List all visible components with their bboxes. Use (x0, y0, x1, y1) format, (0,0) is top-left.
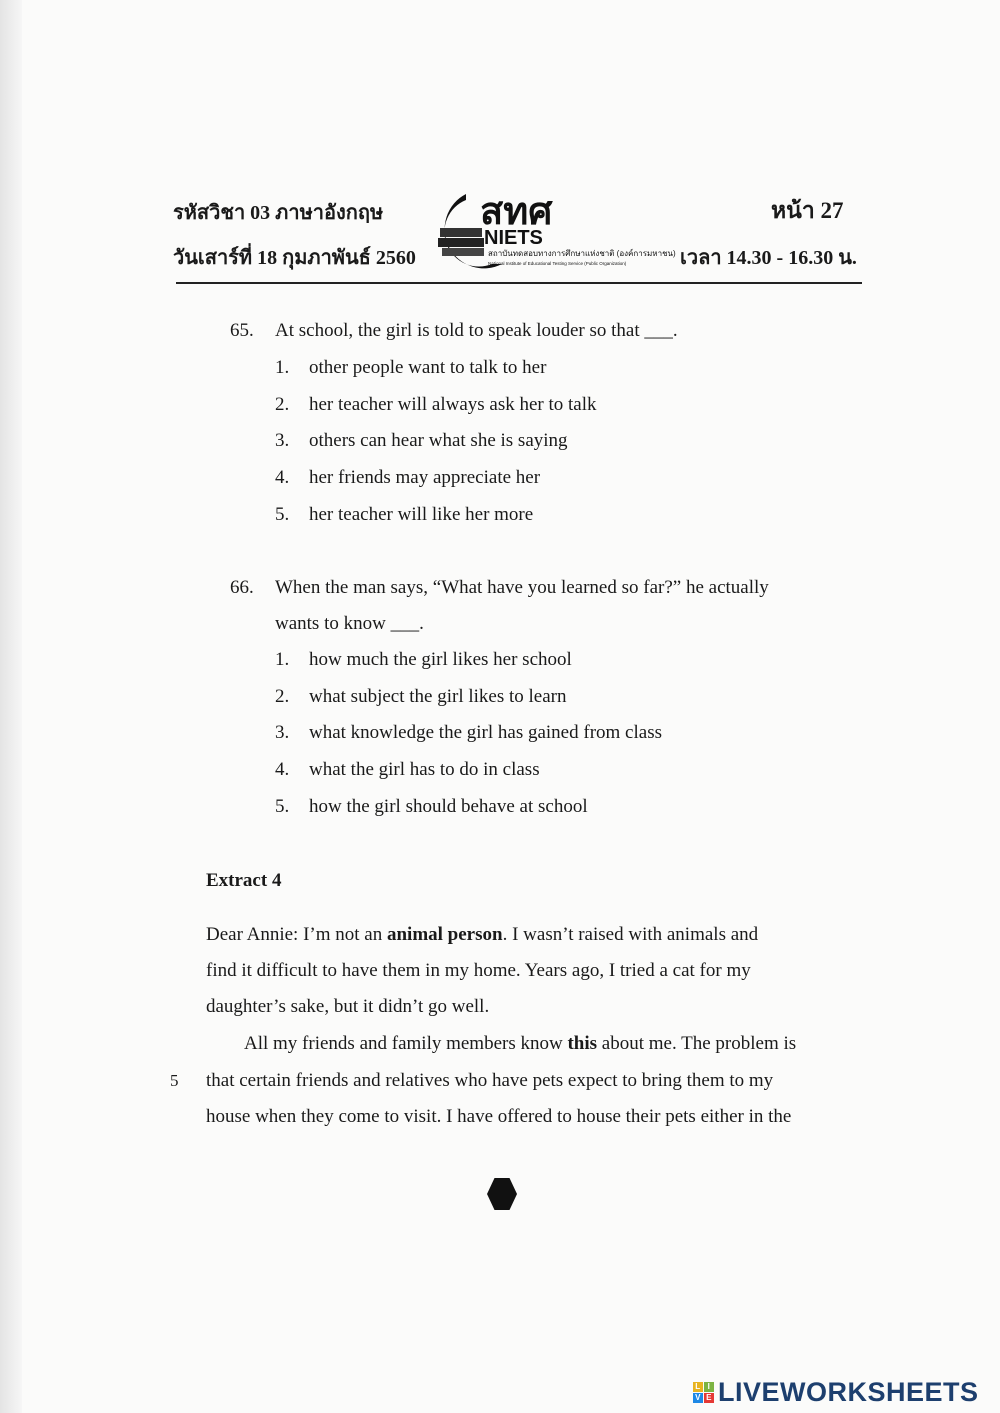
line-number: 5 (170, 1071, 179, 1090)
option-number: 4. (275, 467, 290, 488)
liveworksheets-watermark (693, 1377, 979, 1408)
text: about me. The problem is (597, 1033, 797, 1054)
option-number: 3. (275, 430, 290, 451)
option-text: her teacher will always ask her to talk (309, 394, 597, 415)
option-number: 5. (275, 796, 290, 817)
question-text: At school, the girl is told to speak louder so that ___. (275, 320, 678, 341)
question-text: wants to know ___. (275, 613, 424, 634)
svg-text:สถาบันทดสอบทางการศึกษาแห่งชาติ: สถาบันทดสอบทางการศึกษาแห่งชาติ (องค์การมหาชน) (488, 249, 676, 258)
svg-text:National Institute of Educatio: National Institute of Educational Testing Service (Public Organization) (488, 261, 627, 266)
text: . I wasn’t raised with animals and (502, 924, 759, 945)
option-text: how the girl should behave at school (309, 796, 588, 817)
extract-line (244, 1033, 796, 1055)
option-text: other people want to talk to her (309, 357, 547, 378)
option-number: 2. (275, 394, 290, 415)
question-number: 66. (230, 577, 254, 598)
question-number: 65. (230, 320, 254, 341)
option-text: her teacher will like her more (309, 504, 534, 525)
option-text: what subject the girl likes to learn (309, 686, 567, 707)
bold-word: this (567, 1033, 598, 1054)
niets-logo (422, 190, 684, 270)
hexagon-marker-icon (487, 1178, 517, 1210)
option-number: 5. (275, 504, 290, 525)
exam-time: เวลา 14.30 - 16.30 น. (680, 247, 857, 269)
extract-line: house when they come to visit. I have offered to house their pets either in the (206, 1106, 792, 1127)
extract-line: find it difficult to have them in my home. Years ago, I tried a cat for my (206, 960, 751, 981)
scan-edge (0, 0, 22, 1413)
liveworksheets-logo-icon (693, 1382, 714, 1403)
header-rule (176, 282, 862, 284)
logo-letter: I (704, 1382, 714, 1392)
exam-date: วันเสาร์ที่ 18 กุมภาพันธ์ 2560 (173, 247, 416, 269)
extract-line (206, 924, 758, 946)
page-number: หน้า 27 (771, 198, 844, 223)
brand-name: LIVEWORKSHEETS (718, 1377, 979, 1407)
svg-text:สทศ: สทศ (480, 191, 553, 233)
option-number: 1. (275, 649, 290, 670)
option-text: others can hear what she is saying (309, 430, 568, 451)
logo-letter: L (693, 1382, 703, 1392)
option-text: how much the girl likes her school (309, 649, 572, 670)
option-number: 2. (275, 686, 290, 707)
logo-letter: E (704, 1393, 714, 1403)
option-number: 1. (275, 357, 290, 378)
option-text: what knowledge the girl has gained from class (309, 722, 662, 743)
option-text: her friends may appreciate her (309, 467, 541, 488)
question-text: When the man says, “What have you learned so far?” he actually (275, 577, 769, 598)
svg-text:NIETS: NIETS (484, 227, 543, 249)
text: All my friends and family members know (244, 1033, 568, 1054)
extract-title: Extract 4 (206, 870, 282, 891)
extract-line: daughter’s sake, but it didn’t go well. (206, 996, 490, 1017)
option-number: 3. (275, 722, 290, 743)
niets-logo-icon (422, 190, 684, 270)
bold-phrase: animal person (386, 924, 503, 945)
option-number: 4. (275, 759, 290, 780)
extract-line: that certain friends and relatives who have pets expect to bring them to my (206, 1070, 774, 1091)
option-text: what the girl has to do in class (309, 759, 540, 780)
logo-letter: V (693, 1393, 703, 1403)
subject-code: รหัสวิชา 03 ภาษาอังกฤษ (173, 202, 384, 224)
text: Dear Annie: I’m not an (206, 924, 387, 945)
